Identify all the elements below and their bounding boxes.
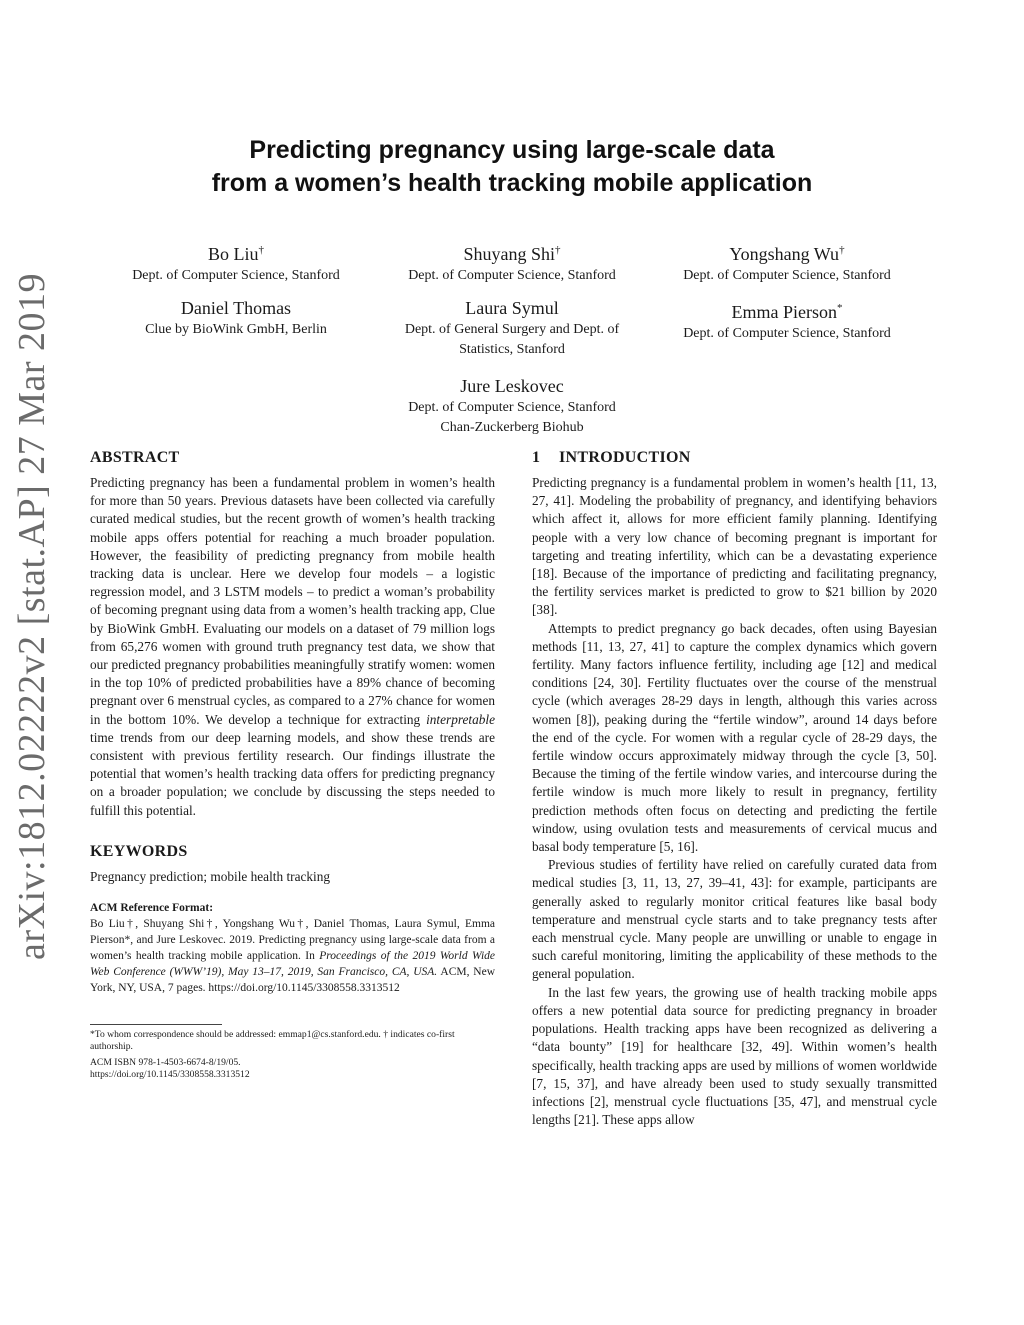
acm-reference	[90, 900, 495, 996]
author-name: Shuyang Shi	[463, 244, 555, 264]
author-name: Bo Liu	[207, 244, 259, 264]
author-name: Laura Symul	[465, 298, 559, 318]
author-block	[647, 238, 927, 286]
author-block	[372, 374, 652, 438]
left-column	[90, 448, 495, 1082]
author-mark: *	[837, 302, 843, 314]
title-line-1: Predicting pregnancy using large-scale data	[249, 136, 775, 164]
section-title: INTRODUCTION	[559, 449, 691, 466]
acm-reference-text: Bo Liu†, Shuyang Shi†, Yongshang Wu†, Daniel Thomas, Laura Symul, Emma Pierson*, and Jure Leskovec. 2019. Predicting pregnancy using large-scale data from a women’s health tracking mobile application. In Proceedings of the 2019 World Wide Web Conference (WWW’19), May 13–17, 2019, San Francisco, CA, USA. ACM, New York, NY, USA, 7 pages. https://doi.org/10.1145/3308558.3313512	[90, 917, 496, 994]
arxiv-identifier: arXiv:1812.02222v2 [stat.AP] 27 Mar 2019	[11, 272, 53, 960]
footnotes	[90, 1024, 495, 1082]
author-block	[647, 296, 927, 344]
intro-paragraph: Attempts to predict pregnancy go back decades, often using Bayesian methods [11, 13, 27, 41] to capture the complex dynamics which govern fertility. Many factors influence fertility, including age [12] and medical conditions [24, 30]. Fertility fluctuates over the course of the menstrual cycle (which averages 28-29 days in length, although this varies across women [8]), peaking during the “fertile window”, around 14 days before the end of the cycle. For women with a regular cycle of 28-29 days, the fertile window occurs approximately midway through the cycle [3, 50]. Because the timing of the fertile window varies, and intercourse during the fertile window is much more likely to result in pregnancy, fertility prediction methods often focus on detecting and predicting the fertile window, using ovulation tests and measurements of cervical mucus and basal body temperature [5, 16].	[532, 620, 937, 855]
keywords-heading: KEYWORDS	[90, 842, 188, 860]
author-affiliation: Dept. of General Surgery and Dept. of Statistics, Stanford	[404, 322, 620, 357]
author-mark: †	[258, 244, 264, 256]
author-block	[372, 238, 652, 286]
section-number: 1	[532, 449, 541, 466]
footnote-doi: https://doi.org/10.1145/3308558.3313512	[90, 1069, 250, 1081]
acm-reference-heading: ACM Reference Format:	[90, 901, 214, 914]
author-name: Daniel Thomas	[180, 298, 292, 318]
author-affiliation: Dept. of Computer Science, Stanford	[683, 326, 891, 341]
abstract-text: Predicting pregnancy has been a fundamental problem in women’s health for more than 50 years. Previous datasets have been collected via carefully curated medical studies, but the recent growth of women’s health tracking mobile apps offers potential for reaching a much broader population. However, the feasibility of predicting pregnancy from mobile health tracking data is unclear. Here we develop four models – a logistic regression model, and 3 LSTM models – to predict a woman’s probability of becoming pregnant using data from a women’s health tracking app, Clue by BioWink GmbH. Evaluating our models on a dataset of 79 million logs from 65,276 women with ground truth pregnancy test data, we show that our predicted pregnancy probabilities meaningfully stratify women: women in the top 10% of predicted probabilities have a 89% chance of becoming pregnant over 6 menstrual cycles, as compared to a 27% chance for women in the bottom 10%. We develop a technique for extracting interpretable time trends from our deep learning models, and show these trends are consistent with previous fertility research. Our findings illustrate the potential that women’s health tracking data offers for predicting pregnancy on a broader population; we conclude by discussing the steps needed to fulfill this potential.	[90, 475, 496, 818]
author-mark: †	[839, 244, 845, 256]
author-name: Yongshang Wu	[729, 244, 840, 264]
author-affiliation: Dept. of Computer Science, Stanford	[683, 268, 891, 283]
abstract-heading: ABSTRACT	[90, 449, 180, 466]
author-affiliation: Clue by BioWink GmbH, Berlin	[145, 322, 327, 337]
intro-paragraph: In the last few years, the growing use of health tracking mobile apps offers a new potential data source for predicting pregnancy in broader populations. Health tracking apps have been recognized as delivering a “data bounty” [19] for healthcare [32, 49]. Within women’s health specifically, health tracking apps are used by millions of women worldwide [7, 15, 37], and have already been used to study sexually transmitted infections [2], menstrual cycle fluctuations [35, 47], and menstrual cycle lengths [21]. These apps allow	[532, 984, 937, 1128]
introduction-heading	[532, 448, 937, 468]
author-name: Jure Leskovec	[460, 376, 564, 396]
footnote-isbn: ACM ISBN 978-1-4503-6674-8/19/05.	[90, 1056, 241, 1068]
intro-paragraph: Predicting pregnancy is a fundamental problem in women’s health [11, 13, 27, 41]. Modeling the probability of pregnancy, and identifying behaviors which affect it, allows for more efficient family planning. Identifying people with a very low chance of becoming pregnant is important for targeting and treating infertility, which can be a devastating experience [18]. Because of the importance of predicting and facilitating pregnancy, the fertility services market is predicted to grow to $21 billion by 2020 [38].	[532, 475, 937, 618]
footnote-correspondence: *To whom correspondence should be addressed: emmap1@cs.stanford.edu. † indicates co-first authorship.	[90, 1028, 455, 1053]
author-name: Emma Pierson	[731, 302, 837, 322]
author-affiliation: Dept. of Computer Science, Stanford	[132, 268, 340, 283]
author-mark: †	[555, 244, 561, 256]
author-affiliation: Dept. of Computer Science, Stanford	[408, 268, 616, 283]
keywords-text: Pregnancy prediction; mobile health tracking	[90, 868, 331, 884]
right-column	[532, 448, 937, 1129]
title-line-2: from a women’s health tracking mobile application	[211, 169, 813, 197]
author-block	[96, 296, 376, 340]
author-block	[96, 238, 376, 286]
author-affiliation-secondary: Chan-Zuckerberg Biohub	[440, 420, 584, 435]
intro-paragraph: Previous studies of fertility have relied on carefully curated data from medical studies [3, 11, 13, 27, 39–41, 43]: for example, participants are generally asked to regularly monitor critical features like basal body temperature and menstrual cycle starts and to take pregnancy tests after each menstrual cycle. Many people are unwilling or unable to engage in such careful monitoring, limiting the applicability of these methods to the general population.	[532, 857, 937, 982]
paper-title	[0, 134, 1024, 200]
author-affiliation: Dept. of Computer Science, Stanford	[408, 400, 616, 415]
footnote-rule	[90, 1024, 222, 1025]
author-block	[372, 296, 652, 360]
